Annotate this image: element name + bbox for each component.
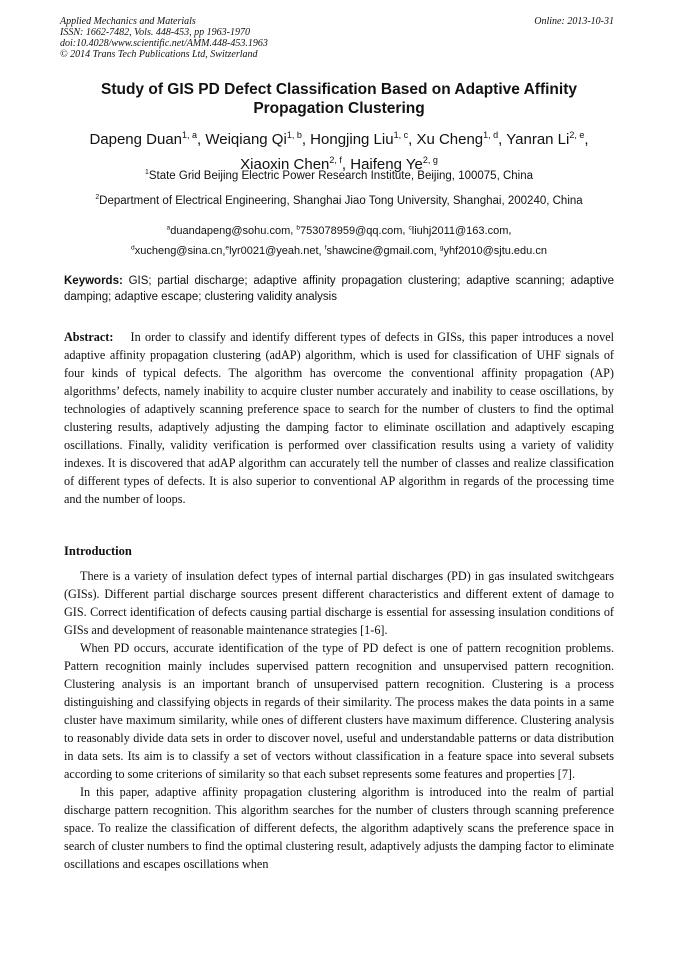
affiliation-2: $^2$Department of Electrical Engineering, Shanghai Jiao Tong University, Shanghai, 200240, China — [95, 194, 583, 207]
email: $^f$shawcine@gmail.com — [324, 244, 434, 258]
online-date: Online: 2013-10-31 — [534, 16, 614, 27]
affiliation-1: $^1$State Grid Beijing Electric Power Research Institute, Beijing, 100075, China — [144, 169, 533, 182]
author-list: Dapeng Duan$^{1, a}$, Weiqiang Qi$^{1, b}$, Hongjing Liu$^{1, c}$, Xu Cheng$^{1, d}$, Yanran Li$^{2, e}$, Xiaoxin Chen$^{2, f}$, Haifeng Ye$^{2, g}$ — [89, 130, 589, 173]
email-list: $^a$duandapeng@sohu.com, $^b$753078959@qq.com, $^c$liuhj2011@163.com, $^d$xucheng@sina.cn,$^e$lyr0021@yeah.net, $^f$shawcine@gmail.com, $^g$yhf2010@sjtu.edu.cn — [131, 224, 547, 258]
abstract-text: In order to classify and identify different types of defects in GISs, this paper introduces a novel adaptive affinity propagation clustering (adAP) algorithm, which is used for classification of UHF signals of four kinds of typical defects. The algorithm has overcome the conventional affinity propagation (AP) algorithms’ defects, namely inability to acquire cluster number accurately and inability to cease oscillations, by technologies of adaptively scanning preference space to search for the number of clusters to find the optimal clustering results, adaptively adjusting the damping factor to eliminate oscillation and adaptively escaping oscillations. Finally, validity verification is performed over classification results using a variety of validity indexes. It is discovered that adAP algorithm can accurately tell the number of classes and realize classification of different types of defects. It is also superior to conventional AP algorithm in regards of the processing time and the number of loops. — [64, 330, 614, 506]
author: Hongjing Liu$^{1, c}$ — [310, 130, 409, 148]
introduction-body — [64, 567, 614, 873]
paragraph: There is a variety of insulation defect types of internal partial discharges (PD) in gas insulated switchgears (GISs). Different partial discharge sources present different characteristics and different extent of damage to GIS. Correct identification of defects causing partial discharge is essential for assessing insulation conditions of GISs and development of reasonable maintenance strategies [1-6]. — [64, 569, 614, 637]
email: $^c$liuhj2011@163.com — [408, 224, 509, 237]
keywords — [64, 273, 614, 305]
paragraph: When PD occurs, accurate identification of the type of PD defect is one of pattern recognition problems. Pattern recognition mainly includes supervised pattern recognition and unsupervised pattern recognition. Clustering analysis is an important branch of unsupervised pattern recognition. Clustering is a process distinguishing and classifying objects in regards of their similarity. The process makes the data points in a same cluster have maximum similarity, while ones of different clusters have maximum difference. Clustering analysis to reasonably divide data sets in order to discover novel, useful and understandable patterns or data distribution in data sets. Its aim is to classify a set of vectors without classification in a feature space into several subsets according to some criterions of similarity so that each subset represents some features and properties [7]. — [64, 641, 614, 781]
email: $^b$753078959@qq.com — [296, 224, 403, 237]
paragraph: In this paper, adaptive affinity propagation clustering algorithm is introduced into the realm of partial discharge pattern recognition. This algorithm searches for the number of clusters through scanning preference space. To realize the classification of different defects, the algorithm adaptively scans the preference space in search of cluster numbers to find the optimal clustering result, adaptively adjusts the damping factor to eliminate oscillations and escapes oscillations when — [64, 785, 614, 871]
journal-copyright: © 2014 Trans Tech Publications Ltd, Switzerland — [60, 49, 258, 60]
abstract-label: Abstract: — [64, 330, 114, 344]
author: Xiaoxin Chen$^{2, f}$ — [240, 155, 342, 173]
journal-doi: doi:10.4028/www.scientific.net/AMM.448-453.1963 — [60, 38, 268, 49]
abstract — [64, 328, 614, 508]
author: Yanran Li$^{2, e}$ — [506, 130, 585, 148]
keywords-label: Keywords: — [64, 275, 123, 287]
author: Weiqiang Qi$^{1, b}$ — [205, 130, 302, 148]
journal-header — [60, 16, 268, 60]
section-heading: Introduction — [64, 544, 132, 558]
journal-issn: ISSN: 1662-7482, Vols. 448-453, pp 1963-1970 — [60, 27, 250, 38]
author: Haifeng Ye$^{2, g}$ — [350, 155, 438, 173]
title-line-2: Propagation Clustering — [253, 100, 425, 117]
paper-title — [70, 80, 608, 118]
keywords-text: GIS; partial discharge; adaptive affinity propagation clustering; adaptive scanning; adaptive damping; adaptive escape; clustering validity analysis — [64, 275, 614, 303]
journal-name: Applied Mechanics and Materials — [60, 16, 196, 27]
email: $^d$xucheng@sina.cn — [131, 244, 223, 258]
email: $^e$lyr0021@yeah.net — [225, 244, 319, 258]
author: Xu Cheng$^{1, d}$ — [416, 130, 499, 148]
email: $^g$yhf2010@sjtu.edu.cn — [439, 244, 547, 258]
author: Dapeng Duan$^{1, a}$ — [89, 130, 198, 148]
email: $^a$duandapeng@sohu.com — [166, 224, 291, 237]
title-line-1: Study of GIS PD Defect Classification Based on Adaptive Affinity — [101, 81, 577, 98]
